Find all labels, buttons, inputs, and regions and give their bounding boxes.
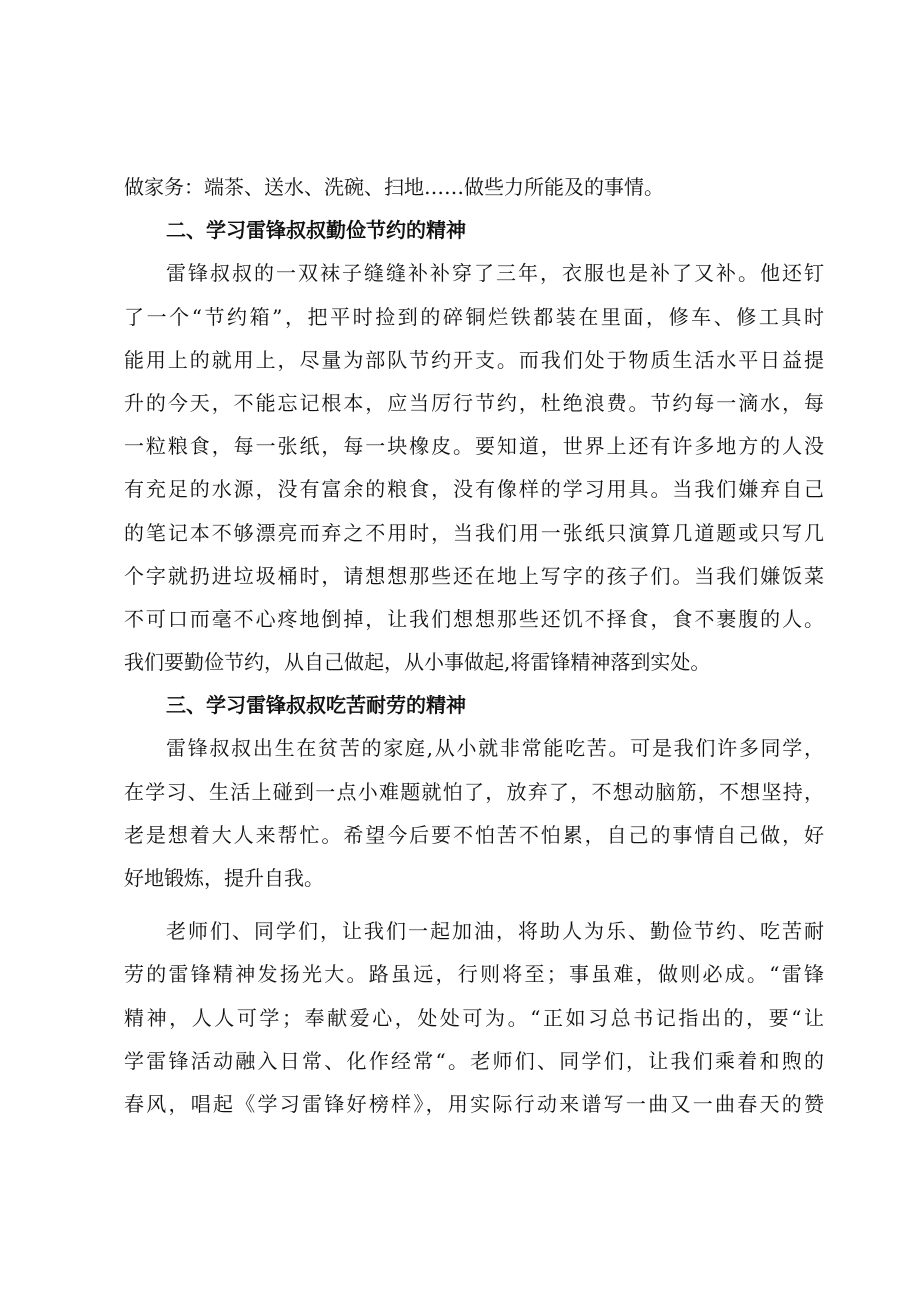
paragraph-line: 的笔记本不够漂亮而弃之不用时，当我们用一张纸只演算几道题或只写几 <box>124 520 824 545</box>
paragraph-line: 个字就扔进垃圾桶时，请想想那些还在地上写字的孩子们。当我们嫌饭菜 <box>124 563 824 588</box>
paragraph-line: 老师们、同学们，让我们一起加油，将助人为乐、勤俭节约、吃苦耐 <box>166 919 824 944</box>
section-heading-hardwork: 三、学习雷锋叔叔吃苦耐劳的精神 <box>166 693 466 718</box>
paragraph-line: 我们要勤俭节约，从自己做起，从小事做起,将雷锋精神落到实处。 <box>124 650 711 675</box>
paragraph-line: 老是想着大人来帮忙。希望今后要不怕苦不怕累，自己的事情自己做，好 <box>124 822 824 847</box>
paragraph-line: 好地锻炼，提升自我。 <box>124 866 324 890</box>
document-body <box>124 166 824 1126</box>
paragraph-line: 做家务：端茶、送水、洗碗、扫地……做些力所能及的事情。 <box>124 175 664 199</box>
paragraph-line: 能用上的就用上，尽量为部队节约开支。而我们处于物质生活水平日益提 <box>124 347 824 372</box>
paragraph-line: 升的今天，不能忘记根本，应当厉行节约，杜绝浪费。节约每一滴水，每 <box>124 390 824 415</box>
paragraph-spacer <box>124 900 824 910</box>
paragraph-line: 雷锋叔叔出生在贫苦的家庭,从小就非常能吃苦。可是我们许多同学， <box>166 736 824 761</box>
paragraph-line: 学雷锋活动融入日常、化作经常“。老师们、同学们，让我们乘着和煦的 <box>124 1048 824 1073</box>
paragraph-line: 劳的雷锋精神发扬光大。路虽远，行则将至；事虽难，做则必成。“雷锋 <box>124 962 824 987</box>
paragraph-line: 春风，唱起《学习雷锋好榜样》，用实际行动来谱写一曲又一曲春天的赞 <box>124 1091 824 1116</box>
paragraph-thrift <box>124 252 824 684</box>
paragraph-closing <box>124 910 824 1126</box>
paragraph-line: 精神，人人可学；奉献爱心，处处可为。“正如习总书记指出的，要“让 <box>124 1005 824 1030</box>
paragraph-line: 了一个“节约箱”，把平时捡到的碎铜烂铁都装在里面，修车、修工具时 <box>124 304 824 329</box>
paragraph-line: 有充足的水源，没有富余的粮食，没有像样的学习用具。当我们嫌弃自己 <box>124 477 824 502</box>
paragraph-hardwork <box>124 727 824 900</box>
section-heading-thrift: 二、学习雷锋叔叔勤俭节约的精神 <box>166 218 466 243</box>
paragraph-line: 在学习、生活上碰到一点小难题就怕了，放弃了，不想动脑筋，不想坚持， <box>124 779 824 804</box>
paragraph-line: 雷锋叔叔的一双袜子缝缝补补穿了三年，衣服也是补了又补。他还钉 <box>166 261 824 286</box>
paragraph-line: 一粒粮食，每一张纸，每一块橡皮。要知道，世界上还有许多地方的人没 <box>124 434 824 459</box>
paragraph-line: 不可口而毫不心疼地倒掉，让我们想想那些还饥不择食，食不裹腹的人。 <box>124 606 824 631</box>
